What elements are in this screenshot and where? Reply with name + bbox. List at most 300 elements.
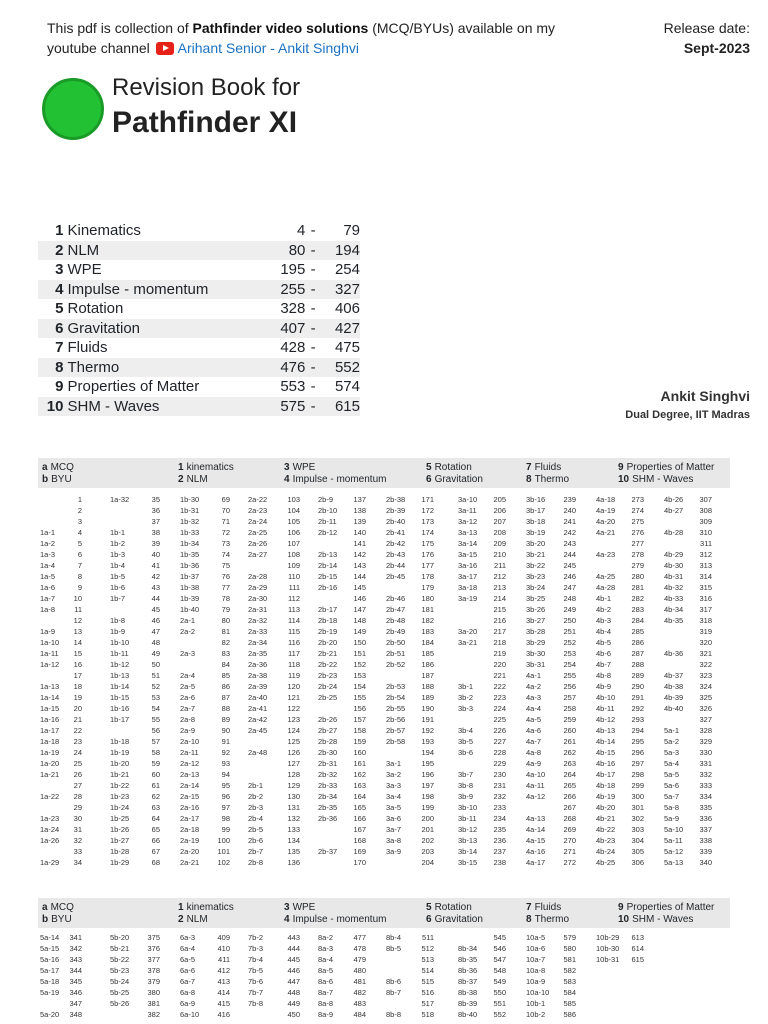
page-number: 205 [493, 495, 506, 504]
question-code: 3a-17 [458, 572, 478, 581]
question-code: 1a-12 [40, 660, 60, 669]
chapter-name: NLM [67, 241, 264, 261]
question-code: 1b-20 [110, 759, 130, 768]
page-number: 5 [77, 539, 82, 548]
question-code: 1a-16 [40, 715, 60, 724]
page-number: 210 [493, 550, 506, 559]
page-number: 331 [699, 759, 712, 768]
question-code: 2b-9 [318, 495, 334, 504]
question-code: 3a-3 [386, 781, 402, 790]
page-number: 277 [631, 539, 644, 548]
question-code: 5a-11 [664, 836, 683, 845]
page-number: 294 [631, 726, 644, 735]
chapter-end-page: 475 [334, 339, 360, 357]
question-code: 2b-11 [318, 517, 337, 526]
question-code: 6a-8 [180, 988, 196, 997]
legend-item [426, 474, 483, 486]
intro-line-2 [47, 38, 607, 58]
page-number: 253 [563, 649, 576, 658]
question-code: 1a-23 [40, 814, 60, 823]
question-code: 10a-5 [526, 933, 546, 942]
page-number: 448 [287, 988, 300, 997]
question-code: 2b-14 [318, 561, 338, 570]
index-row [38, 943, 730, 954]
question-code: 4b-11 [596, 704, 615, 713]
question-code: 10a-10 [526, 988, 550, 997]
question-code: 2b-19 [318, 627, 338, 636]
page-number: 202 [421, 836, 434, 845]
page-number: 196 [421, 770, 434, 779]
question-code: 2b-41 [386, 528, 406, 537]
question-code: 2a-38 [248, 671, 268, 680]
question-code: 1b-24 [110, 803, 130, 812]
page-number: 334 [699, 792, 712, 801]
chapter-name: Thermo [67, 358, 264, 378]
question-code: 10b-29 [596, 933, 620, 942]
chapter-name: Fluids [67, 339, 108, 357]
page-number: 230 [493, 770, 506, 779]
title-line-1: Revision Book for [112, 74, 301, 101]
question-code: 4b-13 [596, 726, 616, 735]
page-number: 3 [77, 517, 82, 526]
page-number: 10 [73, 594, 82, 603]
page-number: 221 [493, 671, 506, 680]
range-dash: - [305, 319, 320, 339]
page-number: 82 [221, 638, 230, 647]
question-code: 2a-42 [248, 715, 268, 724]
question-code: 3b-28 [526, 627, 546, 636]
page-number: 70 [221, 506, 230, 515]
question-code: 4b-40 [664, 704, 684, 713]
legend-item [178, 902, 234, 914]
page-number: 188 [421, 682, 434, 691]
index-row [38, 494, 730, 505]
legend-item [618, 914, 693, 926]
chapter-start-page: 476 [264, 358, 305, 378]
page-number: 289 [631, 671, 644, 680]
legend-item [178, 914, 208, 926]
page-number: 412 [217, 966, 230, 975]
question-code: 1b-5 [110, 572, 126, 581]
question-code: 3b-15 [458, 858, 478, 867]
page-number: 482 [353, 988, 366, 997]
page-number: 377 [147, 955, 160, 964]
chapter-row [38, 260, 360, 280]
page-number: 582 [563, 966, 576, 975]
page-number: 58 [151, 748, 160, 757]
question-code: 1b-37 [180, 572, 200, 581]
page-number: 225 [493, 715, 506, 724]
chapter-start-page: 195 [280, 261, 306, 279]
page-number: 38 [151, 528, 160, 537]
question-code: 6a-3 [180, 933, 196, 942]
question-code: 1a-3 [40, 550, 56, 559]
legend-item [526, 914, 569, 926]
page-number: 315 [699, 583, 712, 592]
legend-key: a [42, 462, 48, 473]
page-number: 122 [287, 704, 300, 713]
question-code: 5a-10 [664, 825, 684, 834]
page-number: 36 [151, 506, 160, 515]
question-code: 4b-17 [596, 770, 616, 779]
page-number: 162 [353, 770, 366, 779]
question-code: 4b-19 [596, 792, 616, 801]
page-number: 307 [699, 495, 712, 504]
question-code: 1b-30 [180, 495, 200, 504]
page-number: 215 [493, 605, 506, 614]
question-code: 1a-9 [40, 627, 56, 636]
question-code: 8b-39 [458, 999, 478, 1008]
page-number: 14 [73, 638, 82, 647]
question-code: 10a-7 [526, 955, 546, 964]
chapter-start-page: 428 [280, 339, 306, 357]
question-code: 2b-30 [318, 748, 338, 757]
page-number: 172 [421, 506, 434, 515]
question-code: 4b-24 [596, 847, 616, 856]
question-code: 4a-4 [526, 704, 542, 713]
question-code: 4a-23 [596, 550, 616, 559]
page-number: 443 [287, 933, 300, 942]
page-number: 47 [151, 627, 160, 636]
index-grid-page-2 [38, 932, 730, 1020]
legend-item [42, 462, 74, 474]
index-row [38, 758, 730, 769]
page-number: 12 [73, 616, 82, 625]
page-number: 275 [631, 517, 644, 526]
question-code: 2a-36 [248, 660, 268, 669]
chapter-name: WPE [67, 261, 102, 279]
page-number: 211 [494, 561, 506, 570]
legend-item [284, 914, 386, 926]
question-code: 3a-6 [386, 814, 402, 823]
legend-label: SHM - Waves [632, 474, 694, 485]
legend-label: WPE [292, 462, 316, 473]
question-code: 2b-55 [386, 704, 406, 713]
page-number: 145 [353, 583, 366, 592]
page-number: 375 [147, 933, 160, 942]
page-number: 585 [563, 999, 576, 1008]
page-number: 255 [563, 671, 576, 680]
chapter-end-page: 327 [321, 280, 360, 300]
legend-label: Rotation [434, 462, 472, 473]
question-code: 1a-15 [40, 704, 60, 713]
page-number: 319 [699, 627, 712, 636]
question-code: 10a-6 [526, 944, 546, 953]
page-number: 161 [353, 759, 366, 768]
page-number: 337 [699, 825, 712, 834]
page-number: 140 [353, 528, 366, 537]
page-number: 183 [421, 627, 434, 636]
page-number: 150 [353, 638, 366, 647]
question-code: 1a-1 [40, 528, 56, 537]
legend-label: Properties of Matter [626, 902, 715, 913]
legend-label: SHM - Waves [632, 914, 694, 925]
question-code: 2a-16 [180, 803, 200, 812]
page-number: 26 [73, 770, 82, 779]
legend-item [526, 474, 569, 486]
page-number: 7 [77, 561, 82, 570]
question-code: 2a-12 [180, 759, 200, 768]
page-number: 55 [151, 715, 160, 724]
page-number: 240 [563, 506, 576, 515]
page-number: 287 [631, 649, 644, 658]
question-code: 5a-14 [40, 933, 60, 942]
page-number: 322 [699, 660, 712, 669]
page-number: 73 [221, 539, 230, 548]
question-code: 7b-5 [248, 966, 264, 975]
legend-label: Gravitation [434, 474, 483, 485]
question-code: 1a-29 [40, 858, 60, 867]
page-number: 6 [77, 550, 82, 559]
page-number: 248 [563, 594, 576, 603]
question-code: 2b-45 [386, 572, 406, 581]
page-number: 46 [151, 616, 160, 625]
page-number: 107 [287, 539, 300, 548]
page-number: 204 [421, 858, 434, 867]
page-number: 119 [288, 671, 300, 680]
index-row [38, 725, 730, 736]
question-code: 1b-39 [180, 594, 200, 603]
page-number: 229 [493, 759, 506, 768]
question-code: 1b-11 [110, 649, 129, 658]
chapter-start-page: 4 [297, 222, 306, 240]
page-number: 203 [421, 847, 434, 856]
question-code: 3b-12 [458, 825, 478, 834]
page-number: 299 [631, 781, 644, 790]
question-code: 1b-32 [180, 517, 200, 526]
question-code: 2a-48 [248, 748, 268, 757]
page-number: 45 [151, 605, 160, 614]
question-code: 2b-25 [318, 693, 338, 702]
legend-item [178, 462, 234, 474]
question-code: 4a-21 [596, 528, 616, 537]
page-number: 340 [699, 858, 712, 867]
question-code: 2b-1 [248, 781, 264, 790]
page-number: 104 [287, 506, 300, 515]
question-code: 2b-18 [318, 616, 338, 625]
chapter-number: 7 [55, 339, 64, 357]
page-number: 614 [631, 944, 644, 953]
question-code: 5a-7 [664, 792, 680, 801]
question-code: 1b-17 [110, 715, 130, 724]
page-number: 15 [73, 649, 82, 658]
question-code: 2b-16 [318, 583, 338, 592]
page-number: 581 [563, 955, 576, 964]
question-code: 2a-19 [180, 836, 200, 845]
question-code: 4b-2 [596, 605, 612, 614]
question-code: 2b-40 [386, 517, 406, 526]
page-number: 272 [563, 858, 576, 867]
page-number: 50 [151, 660, 160, 669]
page-number: 110 [288, 572, 300, 581]
page-number: 90 [221, 726, 230, 735]
page-number: 184 [421, 638, 434, 647]
page-number: 75 [221, 561, 230, 570]
question-code: 10b-31 [596, 955, 620, 964]
author-block [625, 388, 750, 421]
page-number: 32 [73, 836, 82, 845]
question-code: 4b-3 [596, 616, 612, 625]
page-number: 95 [221, 781, 230, 790]
question-code: 8b-34 [458, 944, 478, 953]
question-code: 4a-1 [526, 671, 542, 680]
question-code: 6a-4 [180, 944, 196, 953]
index-row [38, 527, 730, 538]
question-code: 4b-25 [596, 858, 616, 867]
question-code: 4b-30 [664, 561, 684, 570]
page-number: 13 [73, 627, 82, 636]
page-number: 280 [631, 572, 644, 581]
page-number: 326 [699, 704, 712, 713]
page-number: 44 [151, 594, 160, 603]
question-code: 1b-34 [180, 539, 200, 548]
page-number: 254 [563, 660, 576, 669]
question-code: 2a-23 [248, 506, 268, 515]
chapter-start-page: 255 [264, 280, 305, 300]
question-code: 3a-18 [458, 583, 478, 592]
page-number: 306 [631, 858, 644, 867]
page-number: 8 [77, 572, 82, 581]
question-code: 2b-56 [386, 715, 406, 724]
legend-bar [38, 458, 730, 488]
page-number: 89 [221, 715, 230, 724]
page-number: 309 [699, 517, 712, 526]
index-row [38, 932, 730, 943]
channel-link[interactable]: Arihant Senior - Ankit Singhvi [177, 40, 359, 56]
index-row [38, 703, 730, 714]
question-code: 1b-7 [110, 594, 126, 603]
question-code: 3b-17 [526, 506, 546, 515]
page-number: 27 [73, 781, 82, 790]
page-number: 115 [288, 627, 300, 636]
question-code: 10a-9 [526, 977, 546, 986]
question-code: 2b-31 [318, 759, 338, 768]
page-number: 302 [631, 814, 644, 823]
question-code: 4b-31 [664, 572, 684, 581]
page-number: 551 [493, 999, 506, 1008]
page-number: 197 [421, 781, 434, 790]
chapter-number: 5 [55, 300, 64, 318]
page-number: 157 [353, 715, 366, 724]
question-code: 4a-20 [596, 517, 616, 526]
page-number: 135 [287, 847, 300, 856]
question-code: 3b-29 [526, 638, 546, 647]
chapter-number: 10 [38, 397, 67, 417]
question-code: 2a-10 [180, 737, 200, 746]
chapter-end-page: 194 [321, 241, 360, 261]
page-number: 415 [217, 999, 230, 1008]
question-code: 7b-4 [248, 955, 264, 964]
question-code: 2b-6 [248, 836, 264, 845]
page-number: 109 [287, 561, 300, 570]
question-code: 2b-53 [386, 682, 406, 691]
question-code: 10a-8 [526, 966, 546, 975]
page-number: 517 [421, 999, 434, 1008]
page-number: 101 [217, 847, 230, 856]
index-row [38, 571, 730, 582]
page-number: 341 [69, 933, 82, 942]
page-number: 333 [699, 781, 712, 790]
index-row [38, 604, 730, 615]
chapter-start-page: 407 [264, 319, 305, 339]
page-number: 16 [73, 660, 82, 669]
page-number: 580 [563, 944, 576, 953]
question-code: 1b-38 [180, 583, 200, 592]
question-code: 4b-39 [664, 693, 684, 702]
page-number: 9 [77, 583, 82, 592]
question-code: 2a-17 [180, 814, 200, 823]
question-code: 3a-14 [458, 539, 478, 548]
question-code: 6a-5 [180, 955, 196, 964]
page-number: 292 [631, 704, 644, 713]
legend-item [426, 462, 472, 474]
page-number: 189 [421, 693, 434, 702]
legend-key: 1 [178, 462, 184, 473]
page-number: 323 [699, 671, 712, 680]
question-code: 2a-40 [248, 693, 268, 702]
page-number: 103 [287, 495, 300, 504]
page-number: 167 [353, 825, 366, 834]
page-number: 67 [151, 847, 160, 856]
question-code: 3b-8 [458, 781, 474, 790]
question-code: 2b-27 [318, 726, 338, 735]
question-code: 2a-21 [180, 858, 200, 867]
page-number: 259 [563, 715, 576, 724]
title-line-2: Pathfinder XI [112, 106, 298, 139]
page-number: 345 [69, 977, 82, 986]
page-number: 93 [221, 759, 230, 768]
page-number: 153 [353, 671, 366, 680]
page-number: 198 [421, 792, 434, 801]
page-number: 77 [221, 583, 230, 592]
question-code: 3a-12 [458, 517, 478, 526]
question-code: 2a-13 [180, 770, 200, 779]
question-code: 7b-3 [248, 944, 264, 953]
range-dash: - [305, 241, 320, 261]
chapter-row [38, 358, 360, 378]
intro-line-1 [47, 18, 607, 38]
question-code: 3a-8 [386, 836, 402, 845]
page-number: 170 [353, 858, 366, 867]
page-number: 120 [287, 682, 300, 691]
page-number: 132 [287, 814, 300, 823]
question-code: 3a-20 [458, 627, 478, 636]
chapter-name: Gravitation [67, 319, 264, 339]
page-number: 155 [353, 693, 366, 702]
question-code: 1b-13 [110, 671, 130, 680]
question-code: 4b-18 [596, 781, 616, 790]
question-code: 4b-20 [596, 803, 616, 812]
question-code: 4b-6 [596, 649, 612, 658]
page-number: 169 [353, 847, 366, 856]
question-code: 4a-3 [526, 693, 542, 702]
chapter-start-page: 80 [264, 241, 305, 261]
question-code: 2a-45 [248, 726, 268, 735]
page-number: 174 [421, 528, 434, 537]
question-code: 5a-16 [40, 955, 60, 964]
question-code: 3b-2 [458, 693, 474, 702]
page-number: 267 [563, 803, 576, 812]
question-code: 8a-5 [318, 966, 334, 975]
page-number: 111 [288, 583, 300, 592]
page-number: 171 [421, 495, 434, 504]
page-number: 247 [563, 583, 576, 592]
chapter-number: 2 [38, 241, 67, 261]
range-dash: - [310, 222, 316, 240]
question-code: 2b-33 [318, 781, 338, 790]
question-code: 4a-14 [526, 825, 546, 834]
question-code: 1b-33 [180, 528, 200, 537]
